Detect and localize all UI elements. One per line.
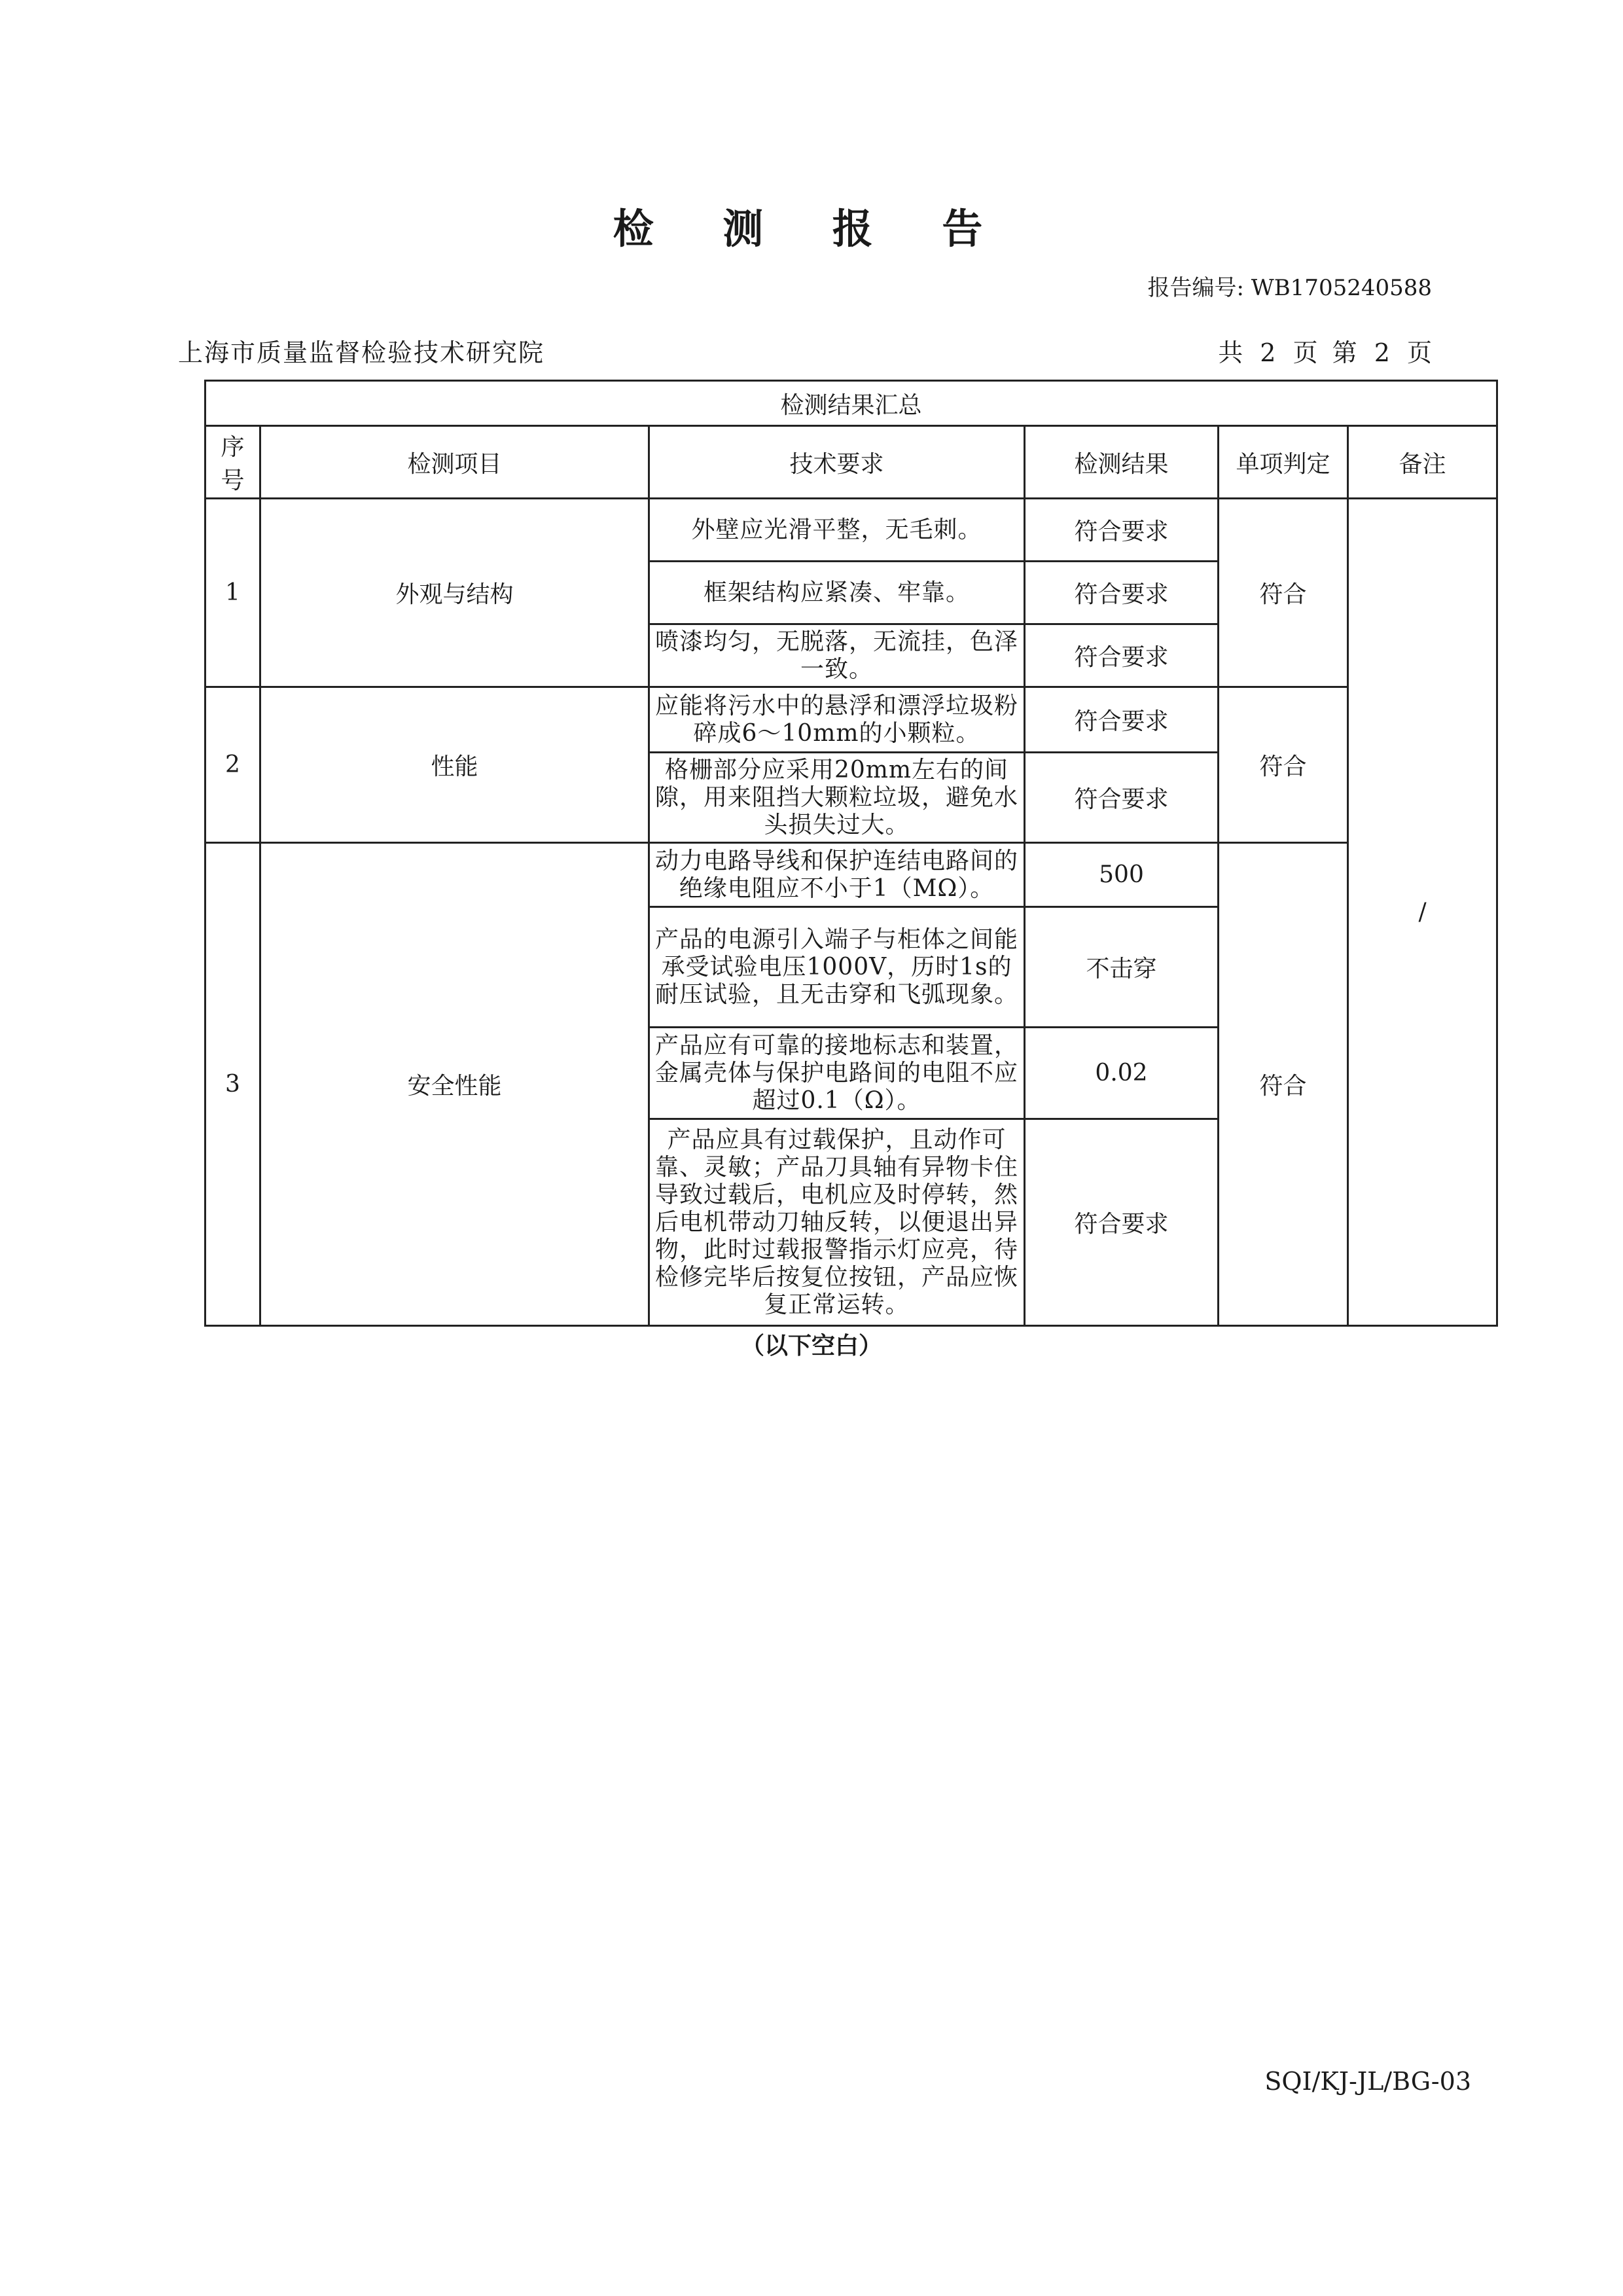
form-code: SQI/KJ-JL/BG-03	[1264, 2067, 1471, 2096]
requirement-cell: 应能将污水中的悬浮和漂浮垃圾粉碎成6～10mm的小颗粒。	[649, 687, 1025, 753]
table-row	[205, 843, 1497, 907]
result-cell: 符合要求	[1025, 624, 1219, 687]
table-caption: 检测结果汇总	[205, 381, 1497, 426]
result-cell: 符合要求	[1025, 499, 1219, 562]
pagination-total: 2	[1260, 338, 1276, 367]
result-cell: 0.02	[1025, 1028, 1219, 1119]
result-cell: 不击穿	[1025, 907, 1219, 1028]
header-result: 检测结果	[1025, 426, 1219, 499]
seq-cell: 1	[205, 499, 260, 687]
results-summary-table	[204, 380, 1498, 1327]
table-caption-row	[205, 381, 1497, 426]
organization-name: 上海市质量监督检验技术研究院	[178, 338, 545, 367]
pagination	[1218, 332, 1432, 368]
requirement-cell: 喷漆均匀，无脱落，无流挂，色泽一致。	[649, 624, 1025, 687]
table-row	[205, 687, 1497, 753]
item-cell: 性能	[260, 687, 649, 843]
header-item: 检测项目	[260, 426, 649, 499]
header-seq: 序号	[205, 426, 260, 499]
item-cell: 外观与结构	[260, 499, 649, 687]
item-cell: 安全性能	[260, 843, 649, 1326]
verdict-cell: 符合	[1219, 687, 1348, 843]
requirement-cell: 产品应有可靠的接地标志和装置，金属壳体与保护电路间的电阻不应超过0.1（Ω）。	[649, 1028, 1025, 1119]
requirement-cell: 外壁应光滑平整，无毛刺。	[649, 499, 1025, 562]
requirement-cell: 框架结构应紧凑、牢靠。	[649, 562, 1025, 624]
verdict-cell: 符合	[1219, 499, 1348, 687]
requirement-cell: 产品的电源引入端子与柜体之间能承受试验电压1000V，历时1s的耐压试验，且无击穿和飞弧现象。	[649, 907, 1025, 1028]
header-requirement: 技术要求	[649, 426, 1025, 499]
requirement-cell: 产品应具有过载保护，且动作可靠、灵敏；产品刀具轴有异物卡住导致过载后，电机应及时停转，然后电机带动刀轴反转，以便退出异物，此时过载报警指示灯应亮，待检修完毕后按复位按钮，产品应恢复正常运转。	[649, 1119, 1025, 1326]
pagination-current: 2	[1374, 338, 1390, 367]
result-cell: 符合要求	[1025, 687, 1219, 753]
requirement-cell: 格栅部分应采用20mm左右的间隙，用来阻挡大颗粒垃圾，避免水头损失过大。	[649, 753, 1025, 843]
report-title: 检 测 报 告	[613, 205, 1010, 253]
header-remark: 备注	[1348, 426, 1497, 499]
remark-cell: /	[1348, 499, 1497, 1326]
table-row	[205, 499, 1497, 562]
pagination-page-unit: 页	[1293, 338, 1318, 367]
requirement-cell: 动力电路导线和保护连结电路间的绝缘电阻应不小于1（MΩ）。	[649, 843, 1025, 907]
pagination-current-label: 第	[1332, 338, 1357, 367]
table-header-row	[205, 426, 1497, 499]
report-number: 报告编号: WB1705240588	[1147, 275, 1432, 301]
seq-cell: 2	[205, 687, 260, 843]
result-cell: 符合要求	[1025, 1119, 1219, 1326]
blank-below-note: （以下空白）	[740, 1332, 882, 1359]
seq-cell: 3	[205, 843, 260, 1326]
pagination-total-label: 共	[1218, 338, 1243, 367]
result-cell: 500	[1025, 843, 1219, 907]
header-verdict: 单项判定	[1219, 426, 1348, 499]
result-cell: 符合要求	[1025, 562, 1219, 624]
result-cell: 符合要求	[1025, 753, 1219, 843]
verdict-cell: 符合	[1219, 843, 1348, 1326]
pagination-current-unit: 页	[1406, 338, 1432, 367]
